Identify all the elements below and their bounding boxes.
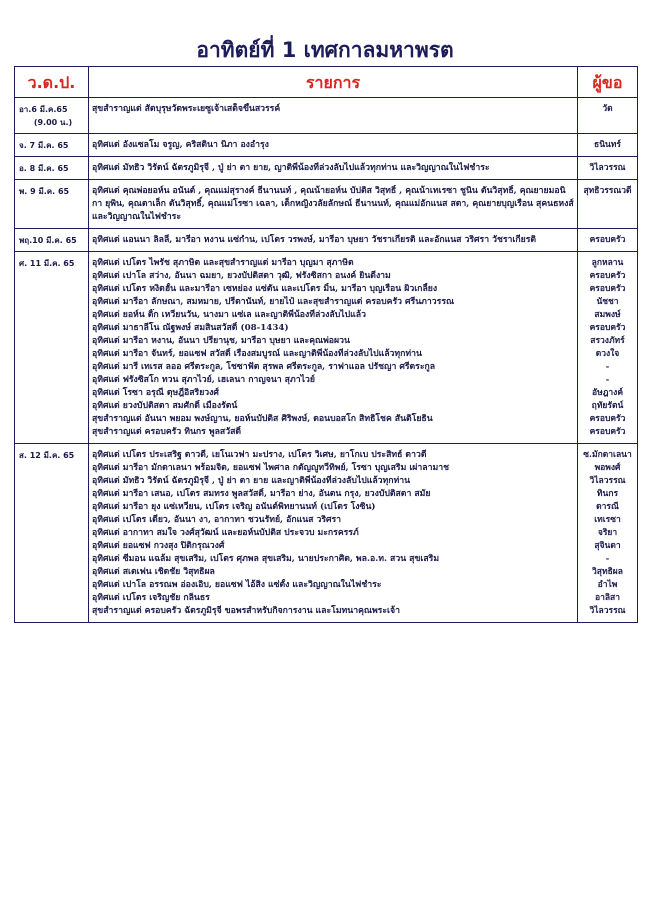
- intention-line: อุทิศแด่ โรซา อรุณี ดุษฎีอิสริยวงศ์: [92, 388, 219, 398]
- row-requesters: [578, 252, 638, 444]
- intention-line: อุทิศแด่ ซีมอน แฉล้ม สุขเสริม, เปโตร ศุภพล สุขเสริม, นายประกาศิต, พล.อ.ท. สวน สุขเสริม: [92, 554, 440, 564]
- requester-name: ครอบครัว: [589, 323, 626, 333]
- row-requesters: [578, 134, 638, 157]
- table-row: [15, 252, 638, 444]
- requester-name: อัษฎางค์: [591, 388, 624, 398]
- row-date-text: อ. 8 มี.ค. 65: [19, 164, 69, 173]
- intention-line: อุทิศแด่ แอนนา ลิลลี่, มารีอา หงาน แซ่กำน, เปโตร วรพงษ์, มารีอา บุษยา วัชราเกียรติ และอักแนส วริศรา วัชราเกียรติ: [92, 235, 537, 245]
- intention-line: อุทิศแด่ มัทธิว วิรัตน์ ฉัตรภูมิรุจี , ปู่ ย่า ตา ยาย, ญาติพี่น้องที่ล่วงลับไปแล้วทุกท่าน และวิญญาณในไฟชำระ: [92, 163, 490, 173]
- requester-name: ครอบครัว: [589, 427, 626, 437]
- intention-line: อุทิศแด่ เปโตร เดี่ยว, อันนา งา, อากาทา ชวนรัทย์, อักแนส วริศรา: [92, 515, 342, 525]
- requester-name: วิสุทธิผล: [592, 567, 623, 577]
- intention-line: อุทิศแด่ อากาทา สมใจ วงศ์สุวัฒน์ และยอห์นบัปติส ประจวบ มะกรครรภ์: [92, 528, 359, 538]
- intention-line: อุทิศแด่ ยอห์น ติ๊ก เหวียนวัน, นางมา แซ่เล และญาติพี่น้องที่ล่วงลับไปแล้ว: [92, 310, 366, 320]
- row-requesters: [578, 444, 638, 623]
- requester-name: ซ.มักดาเลนา: [583, 450, 632, 460]
- requester-name: สุจินดา: [594, 541, 621, 551]
- row-items: [89, 444, 578, 623]
- requester-name: ธนินทร์: [594, 140, 621, 150]
- row-requesters: [578, 98, 638, 134]
- mass-intentions-table: [14, 66, 638, 623]
- intention-line: อุทิศแด่ มารีอา มักดาเลนา พร้อมจิต, ยอแซฟ ไพศาล กตัญญูทวีทิพย์, โรซา บุญเสริม เผ่าลามาช: [92, 463, 449, 473]
- requester-name: วิไลวรรณ: [589, 606, 626, 616]
- intention-line: อุทิศแด่ เปาโล อรรณพ อ่องเอิบ, ยอแซฟ ไอ้สิ่ง แซ่ตั้ง และวิญญาณในไฟชำระ: [92, 580, 382, 590]
- table-row: [15, 229, 638, 252]
- row-date: [15, 444, 89, 623]
- intention-line: อุทิศแด่ มัทธิว วิรัตน์ ฉัตรภูมิรุจี , ปู่ ย่า ตา ยาย และญาติพี่น้องที่ล่วงลับไปแล้วทุกท่าน: [92, 476, 411, 486]
- intention-line: อุทิศแด่ ยวงบัปติสตา สมศักดิ์ เมืองรัตน์: [92, 401, 238, 411]
- requester-name: ดารณี: [596, 502, 619, 512]
- table-row: [15, 157, 638, 180]
- requester-name: เทเรซา: [594, 515, 621, 525]
- requester-name: อำไพ: [597, 580, 618, 590]
- intention-line: อุทิศแด่ ยอแซฟ กวงสุง ปิติกรุณวงศ์: [92, 541, 225, 551]
- intention-line: อุทิศแด่ ฟรังซิสโก ทวน สุภาไวย์, เฮเลนา กาญจนา สุภาไวย์: [92, 375, 315, 385]
- row-date-text: พ. 9 มี.ค. 65: [19, 187, 70, 196]
- requester-name: อาลิสา: [594, 593, 621, 603]
- row-date-text: อา.6 มี.ค.65: [19, 105, 68, 114]
- intention-line: อุทิศแด่ มาธาลีโน ณัฐพงษ์ สมสินสวัสดิ์ (08-1434): [92, 323, 289, 333]
- header-item: รายการ: [89, 67, 578, 98]
- intention-line: อุทิศแด่ มารีอา จันทร์, ยอแซฟ สวัสดิ์ เรืองสมบูรณ์ และญาติพี่น้องที่ล่วงลับไปแล้วทุกท่าน: [92, 349, 422, 359]
- intention-line: สุขสำราญแด่ ครอบครัว ทินกร พูลสวัสดิ์: [92, 427, 242, 437]
- intention-line: อุทิศแด่ เปโตร หงิดฮั้น และมารีอา เซหย่อง แซ่ตัน และเปโตร มิ้น, มารีอา บุญเรือน ผิวเกลี้ยง: [92, 284, 438, 294]
- requester-name: ครอบครัว: [589, 284, 626, 294]
- row-date-text: ส. 12 มี.ค. 65: [19, 451, 75, 460]
- requester-name: -: [605, 362, 610, 372]
- intention-line: อุทิศแด่ มารีอา ลักษณา, สมหมาย, ปรีดานันท์, ยายไป๋ และสุขสำราญแด่ ครอบครัว ศรีนภาวรรณ: [92, 297, 455, 307]
- intention-line: อุทิศแด่ มารี เทเรส ลออ ศรีตระกูล, โชซาฟัต สุรพล ศรีตระกูล, ราฟาแอล ปรัชญา ศรีตระกูล: [92, 362, 436, 372]
- intention-line: อุทิศแด่ สเตเฟน เชิดชัย วิสุทธิผล: [92, 567, 215, 577]
- table-row: [15, 444, 638, 623]
- requester-name: นัชชา: [596, 297, 619, 307]
- intention-line: อุทิศแด่ มารีอา หงาน, อันนา ปรียานุช, มารีอา บุษยา และคุณพ่อผวน: [92, 336, 350, 346]
- requester-name: ลูกหลาน: [591, 258, 624, 268]
- row-date-time: (9.00 น.): [33, 118, 73, 127]
- header-date: ว.ด.ป.: [15, 67, 89, 98]
- row-date: [15, 229, 89, 252]
- table-body: [15, 98, 638, 623]
- row-date: [15, 180, 89, 229]
- table-header-row: [15, 67, 638, 98]
- row-date-text: พฤ.10 มี.ค. 65: [19, 236, 77, 245]
- header-requester: ผู้ขอ: [578, 67, 638, 98]
- requester-name: พอพงศ์: [594, 463, 621, 473]
- requester-name: วิไลวรรณ: [589, 476, 626, 486]
- intention-line: อุทิศแด่ มารีอา ยุง แซ่เหวียน, เปโตร เจริญ อนันต์พิทยานนท์ (เปโตร โงซิน): [92, 502, 376, 512]
- row-requesters: [578, 157, 638, 180]
- requester-name: -: [605, 375, 610, 385]
- intention-line: สุขสำราญแด่ อันนา พยอม พงษ์ญาน, ยอห์นบัปติส ศิริพงษ์, ดอนบอสโก สิทธิโชค สันติโยธิน: [92, 414, 433, 424]
- requester-name: ครอบครัว: [589, 235, 626, 245]
- row-items: [89, 252, 578, 444]
- intention-line: สุขสำราญแด่ ครอบครัว ฉัตรภูมิรุจี ขอพรสำหรับกิจการงาน และโมทนาคุณพระเจ้า: [92, 606, 400, 616]
- requester-name: ดวงใจ: [595, 349, 620, 359]
- row-date-text: จ. 7 มี.ค. 65: [19, 141, 69, 150]
- requester-name: สุทธิวรรณวดี: [583, 186, 632, 196]
- row-items: [89, 180, 578, 229]
- intention-line: อุทิศแด่ คุณพ่อยอห์น อนันต์ , คุณแม่สุรางค์ ธีนานนท์ , คุณน้ายอห์น บัปติส วิสุทธิ์ , คุณน้าเทเรซา ชูนิน ตันวิสุทธิ์, คุณยายมอนิกา ยุพิน, คุณตาเล็ก ตันวิสุทธิ์, คุณแม่โรซา เฉลา, เด็กหญิงวลัยลักษณ์ ธีนานนท์, คุณแม่อักแนส สดา, คุณยายบุญเรือน สุคนธหงส์ และวิญญาณในไฟชำระ: [92, 186, 574, 222]
- requester-name: -: [605, 554, 610, 564]
- requester-name: สรวงภัทร์: [590, 336, 625, 346]
- intention-line: สุขสำราญแด่ สัตบุรุษวัดพระเยซูเจ้าเสด็จขึ้นสวรรค์: [92, 104, 281, 114]
- requester-name: วัด: [602, 104, 613, 114]
- row-requesters: [578, 180, 638, 229]
- intention-line: อุทิศแด่ เปโตร ประเสริฐ ดาวดี, เยโนเวฟา มะปราง, เปโตร วิเศษ, ยาโกเบ ประสิทธ์ ดาวดี: [92, 450, 427, 460]
- requester-name: ครอบครัว: [589, 271, 626, 281]
- row-items: [89, 134, 578, 157]
- row-date: [15, 98, 89, 134]
- row-items: [89, 98, 578, 134]
- table-row: [15, 134, 638, 157]
- table-row: [15, 180, 638, 229]
- table-row: [15, 98, 638, 134]
- requester-name: จริยา: [597, 528, 618, 538]
- intention-line: อุทิศแด่ เปโตร ไพรัช สุภาษิต และสุขสำราญแด่ มารีอา บุญมา สุภาษิต: [92, 258, 354, 268]
- row-date-text: ศ. 11 มี.ค. 65: [19, 259, 75, 268]
- requester-name: วิไลวรรณ: [589, 163, 626, 173]
- row-date: [15, 134, 89, 157]
- intention-line: อุทิศแด่ อังแซลโม จรูญ, คริสตินา นิภา องอำรุง: [92, 140, 269, 150]
- row-requesters: [578, 229, 638, 252]
- requester-name: ทินกร: [596, 489, 619, 499]
- page-title: อาทิตย์ที่ 1 เทศกาลมหาพรต: [196, 38, 454, 62]
- requester-name: ฤทัยรัตน์: [591, 401, 624, 411]
- requester-name: ครอบครัว: [589, 414, 626, 424]
- row-items: [89, 157, 578, 180]
- intention-line: อุทิศแด่ เปาโล สว่าง, อันนา ฉมยา, ยวงบัปติสตา วุฒิ, ฟรังซิสกา อนงค์ ยินดีงาม: [92, 271, 391, 281]
- requester-name: สมพงษ์: [594, 310, 621, 320]
- row-items: [89, 229, 578, 252]
- intention-line: อุทิศแด่ เปโตร เจริญชัย กลิ่นธร: [92, 593, 210, 603]
- intention-line: อุทิศแด่ มารีอา เสนอ, เปโตร สมทรง พูลสวัสดิ์, มารีอา ย่าง, อันตน กรุง, ยวงบัปติสตา สมัย: [92, 489, 431, 499]
- row-date: [15, 157, 89, 180]
- row-date: [15, 252, 89, 444]
